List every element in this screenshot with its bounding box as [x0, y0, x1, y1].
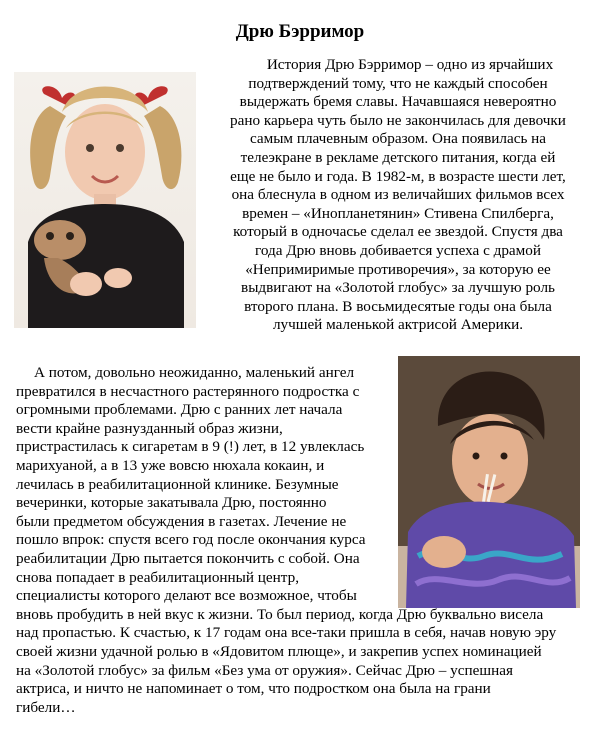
paragraph2-line: огромными проблемами. Дрю с ранних лет начала — [16, 401, 343, 419]
paragraph1-line: лучшей маленькой актрисой Америки. — [272, 316, 524, 334]
paragraph1-line: телеэкране в рекламе детского питания, когда ей — [240, 148, 556, 166]
paragraph2-line: вечеринки, которые закатывала Дрю, постоянно — [16, 494, 327, 512]
paragraph1-line: года Дрю вновь добивается успеха с драмой — [255, 241, 541, 259]
page-title: Дрю Бэрримор — [235, 21, 365, 42]
paragraph2-line: пошло впрок: спустя всего год после окончания курса — [16, 531, 366, 549]
paragraph2-line: лечилась в реабилитационной клинике. Безумные — [16, 475, 339, 493]
paragraph2-line: были предметом обсуждения в газетах. Лечение не — [16, 512, 347, 530]
child-photo — [14, 72, 196, 328]
paragraph1-line: выдвигают на «Золотой глобус» за лучшую роль — [241, 279, 555, 297]
paragraph2-line: реабилитации Дрю пытается покончить с собой. Она — [16, 549, 360, 567]
paragraph2-line: актриса, и ничто не напоминает о том, что подростком она была на грани — [16, 680, 491, 698]
paragraph2-line: пристрастилась к сигаретам в 9 (!) лет, в 12 увлеклась — [16, 438, 365, 456]
paragraph2-line: марихуаной, а в 13 уже вовсю нюхала кокаин, и — [16, 456, 325, 474]
paragraph2-line: снова попадает в реабилитационный центр, — [16, 568, 300, 586]
paragraph1-line: который в одночасье сделал ее звездой. Спустя два — [233, 223, 563, 241]
paragraph1-line: История Дрю Бэрримор – одно из ярчайших — [266, 56, 554, 73]
paragraph2-line: над пропастью. К счастью, к 17 годам она все-таки пришла в себя, начав новую эру — [16, 624, 557, 642]
story-paragraph — [16, 364, 592, 717]
paragraph2-line: вновь пробудить в ней вкус к жизни. То был период, когда Дрю буквально висела — [16, 605, 544, 623]
paragraph2-line: специалисты которого делают все возможное, чтобы — [16, 587, 357, 605]
paragraph1-line: самым плачевным образом. Она появилась на — [249, 130, 547, 148]
paragraph2-line: на «Золотой глобус» за фильм «Без ума от оружия». Сейчас Дрю – успешная — [16, 661, 513, 679]
paragraph2-line: А потом, довольно неожиданно, маленький ангел — [34, 364, 355, 381]
paragraph1-line: рано карьера чуть было не закончилась для девочки — [230, 111, 566, 129]
paragraph1-line: еще не было и года. В 1982-м, в возрасте шести лет, — [230, 167, 566, 185]
intro-paragraph — [206, 56, 590, 335]
paragraph1-line: «Непримиримые противоречия», за которую ее — [245, 260, 551, 278]
paragraph1-line: подтверждений тому, что не каждый способен — [248, 74, 548, 92]
paragraph1-line: выдержать бремя славы. Начавшаяся невероятно — [239, 93, 557, 111]
paragraph2-line: гибели… — [16, 698, 76, 716]
paragraph2-line: превратился в несчастного растерянного подростка с — [16, 382, 360, 400]
paragraph1-line: она блеснула в одном из величайших фильмов всех — [231, 186, 565, 204]
paragraph2-line: вести крайне разнузданный образ жизни, — [16, 419, 283, 437]
paragraph1-line: времен – «Инопланетянин» Стивена Спилберга, — [242, 204, 554, 222]
paragraph1-line: второго плана. В восьмидесятые годы она была — [244, 297, 552, 315]
paragraph2-line: своей жизни удачной ролью в «Ядовитом плюще», и закрепив успех номинацией — [16, 642, 542, 660]
